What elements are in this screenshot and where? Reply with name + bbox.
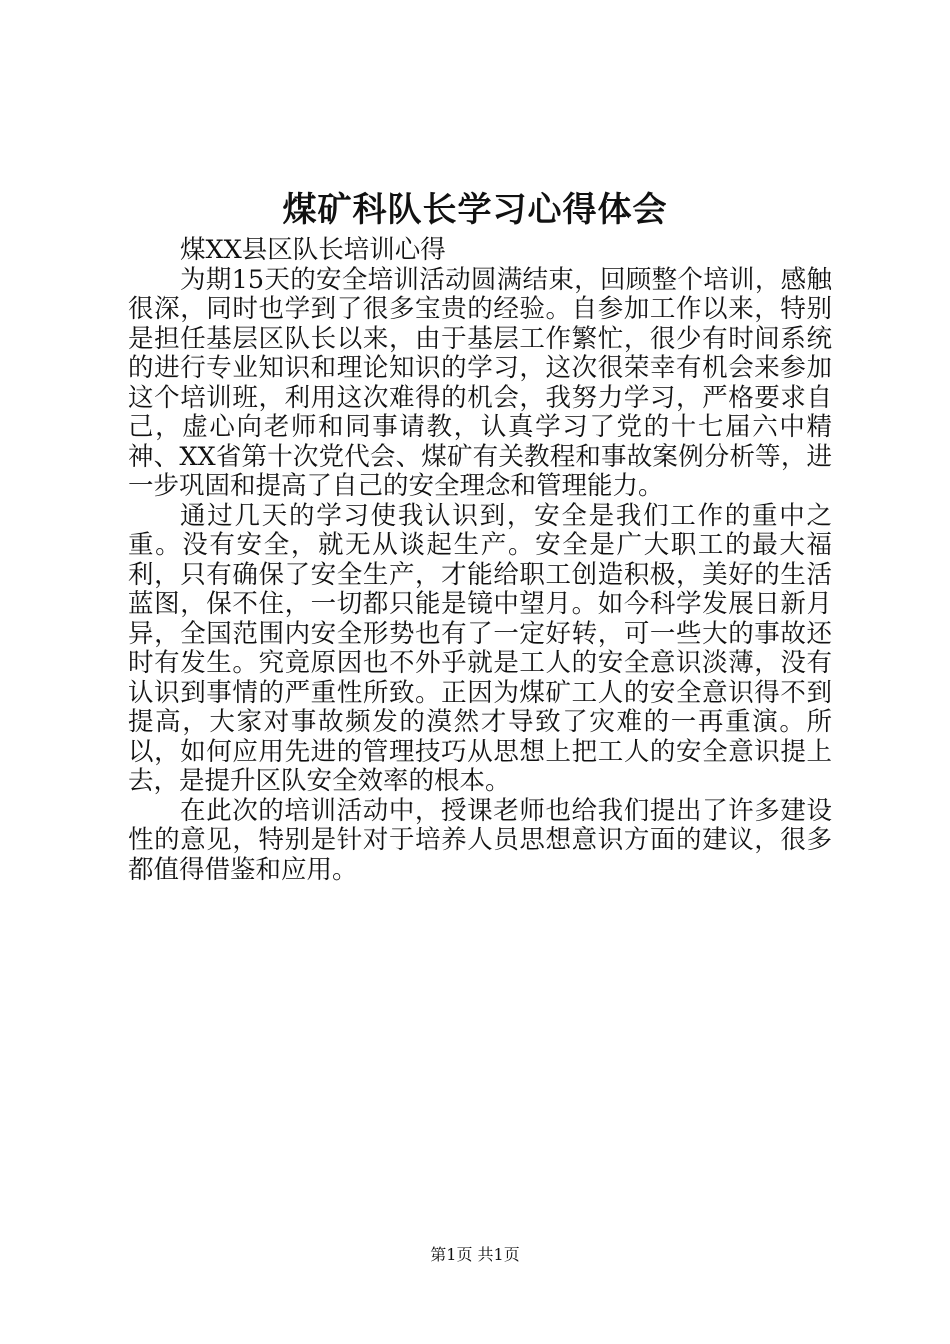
- document-body: [128, 236, 832, 885]
- body-paragraph: 通过几天的学习使我认识到，安全是我们工作的重中之重。没有安全，就无从谈起生产。安全是广大职工的最大福利，只有确保了安全生产，才能给职工创造积极，美好的生活蓝图，保不住，一切都只能是镜中望月。如今科学发展日新月异，全国范围内安全形势也有了一定好转，可一些大的事故还时有发生。究竟原因也不外乎就是工人的安全意识淡薄，没有认识到事情的严重性所致。正因为煤矿工人的安全意识得不到提高，大家对事故频发的漠然才导致了灾难的一再重演。所以，如何应用先进的管理技巧从思想上把工人的安全意识提上去，是提升区队安全效率的根本。: [128, 500, 832, 796]
- body-paragraph: 为期15天的安全培训活动圆满结束，回顾整个培训，感触很深，同时也学到了很多宝贵的经验。自参加工作以来，特别是担任基层区队长以来，由于基层工作繁忙，很少有时间系统的进行专业知识和理论知识的学习，这次很荣幸有机会来参加这个培训班，利用这次难得的机会，我努力学习，严格要求自己，虚心向老师和同事请教，认真学习了党的十七届六中精神、XX省第十次党代会、煤矿有关教程和事故案例分析等，进一步巩固和提高了自己的安全理念和管理能力。: [128, 264, 832, 501]
- page-number-footer: 第1页 共1页: [430, 1245, 520, 1264]
- subtitle-paragraph: 煤XX县区队长培训心得: [180, 235, 446, 265]
- document-title: 煤矿科队长学习心得体会: [282, 190, 668, 230]
- body-paragraph: 在此次的培训活动中，授课老师也给我们提出了许多建设性的意见，特别是针对于培养人员思想意识方面的建议，很多都值得借鉴和应用。: [128, 795, 832, 885]
